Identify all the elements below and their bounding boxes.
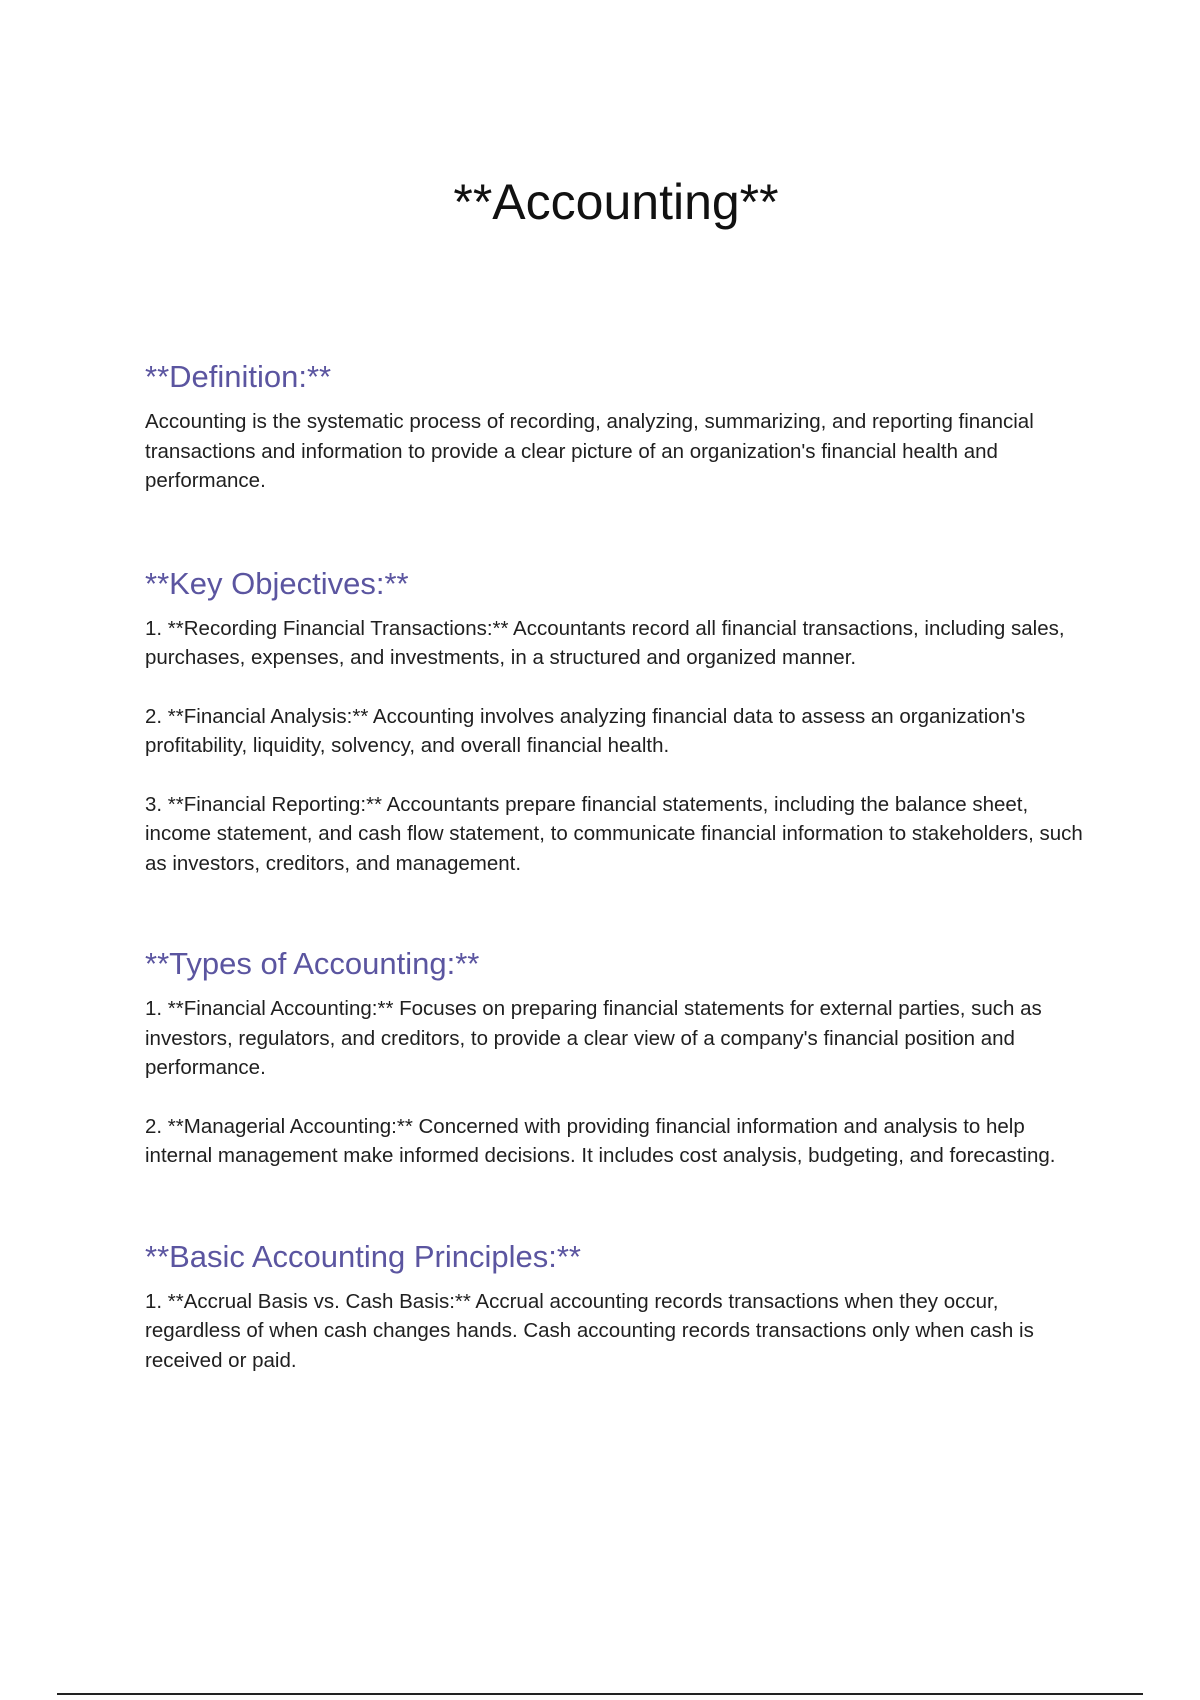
- section-heading-principles: **Basic Accounting Principles:**: [145, 1238, 581, 1274]
- objective-item-recording: 1. **Recording Financial Transactions:** Accountants record all financial transactions, including sales, purchases, expenses, and investments, in a structured and organized manner.: [145, 616, 1065, 669]
- section-definition: [145, 357, 1095, 496]
- section-types-of-accounting: [145, 944, 1095, 1171]
- objective-item-reporting: 3. **Financial Reporting:** Accountants prepare financial statements, including the balance sheet, income statement, and cash flow statement, to communicate financial information to stakeholders, such as investors, creditors, and management.: [145, 792, 1083, 875]
- definition-paragraph: Accounting is the systematic process of recording, analyzing, summarizing, and reporting financial transactions and information to provide a clear picture of an organization's financial health and performance.: [145, 410, 1034, 492]
- objective-item-analysis: 2. **Financial Analysis:** Accounting involves analyzing financial data to assess an organization's profitability, liquidity, solvency, and overall financial health.: [145, 704, 1026, 757]
- section-heading-key-objectives: **Key Objectives:**: [145, 565, 409, 601]
- document-body: [145, 357, 1095, 1375]
- section-heading-definition: **Definition:**: [145, 359, 332, 394]
- section-heading-types: **Types of Accounting:**: [145, 946, 480, 981]
- document-title: **Accounting**: [453, 174, 779, 230]
- principle-item-accrual-vs-cash: 1. **Accrual Basis vs. Cash Basis:** Accrual accounting records transactions when they occur, regardless of when cash changes hands. Cash accounting records transactions only when cash is received or paid.: [145, 1289, 1034, 1372]
- section-key-objectives: [145, 564, 1095, 879]
- section-basic-principles: [145, 1237, 1095, 1376]
- type-item-managerial: 2. **Managerial Accounting:** Concerned with providing financial information and analysis to help internal management make informed decisions. It includes cost analysis, budgeting, and forecasting.: [145, 1114, 1056, 1167]
- type-item-financial: 1. **Financial Accounting:** Focuses on preparing financial statements for external parties, such as investors, regulators, and creditors, to provide a clear view of a company's financial position and performance.: [145, 997, 1042, 1079]
- footer-divider: [57, 1693, 1143, 1695]
